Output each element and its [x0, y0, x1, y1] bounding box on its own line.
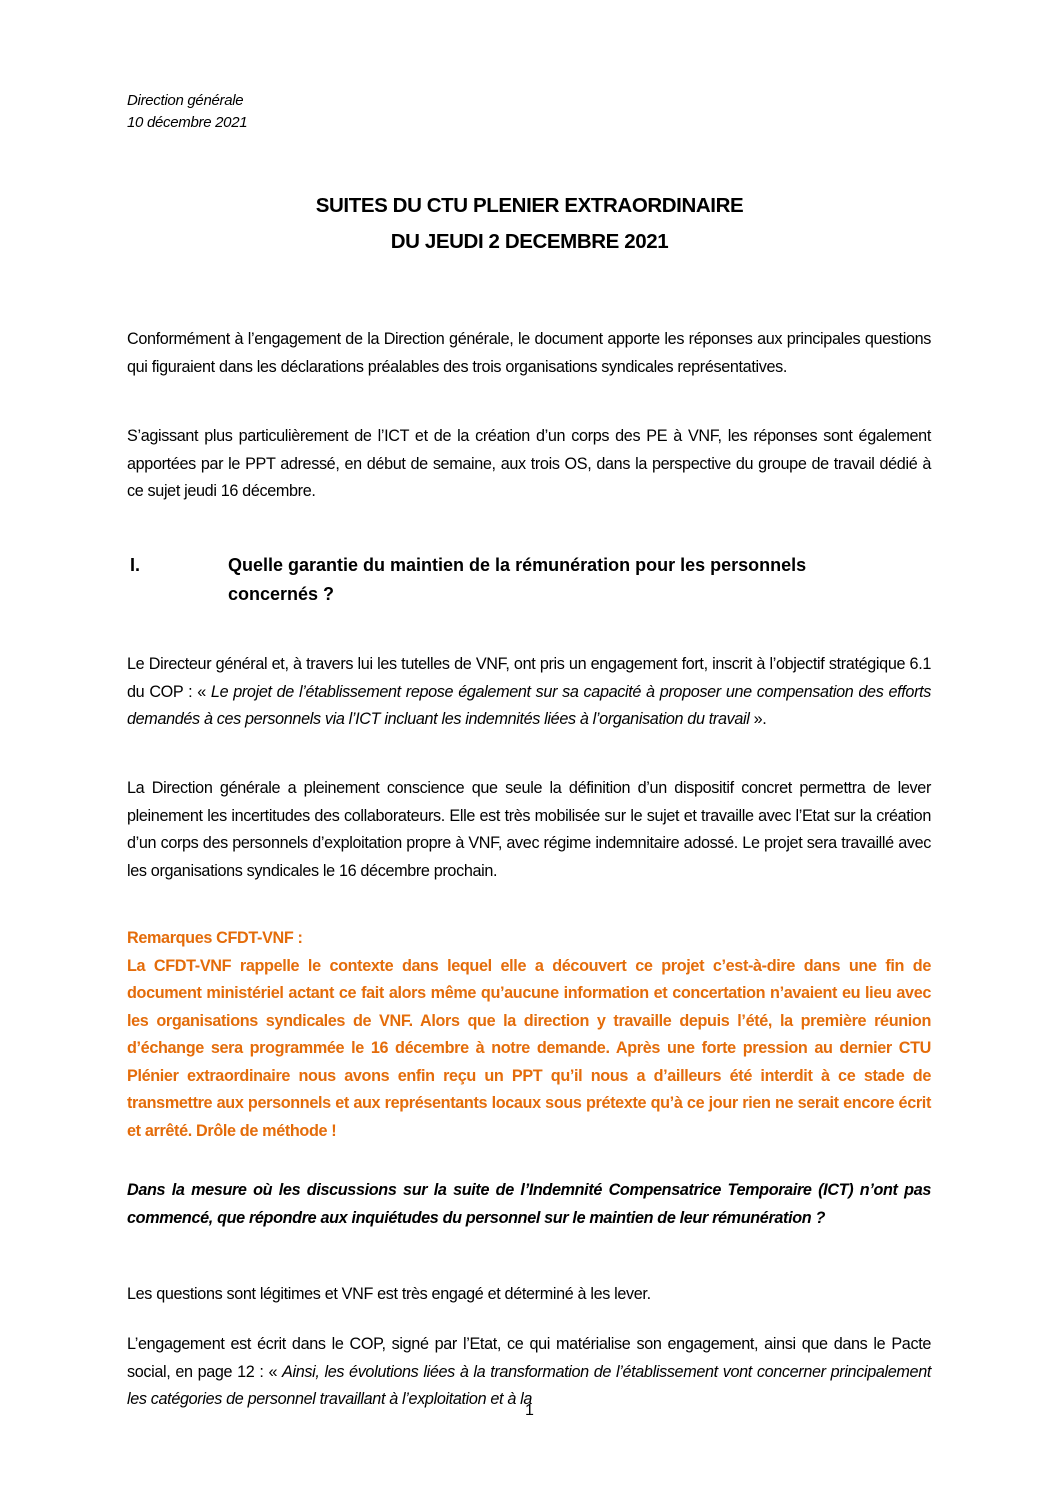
document-title	[0, 188, 1059, 260]
answer-paragraph-2: L’engagement est écrit dans le COP, signé par l’Etat, ce qui matérialise son engagement, ainsi que dans le Pacte social, en page 12 : « Ainsi, les évolutions liées à la transformation de l’établissement vont concerner principalement les catégories de personnel travaillant à l’exploitation et à la	[127, 1335, 931, 1408]
pacte-social-quote: Ainsi, les évolutions liées à la transformation de l’établissement vont concerner principalement les catégories de personnel travaillant à l’exploitation et à la	[127, 1362, 931, 1408]
page-number: 1	[525, 1402, 534, 1419]
remark-label: Remarques CFDT-VNF :	[127, 929, 303, 947]
intro-paragraph-2: S’agissant plus particulièrement de l’ICT et de la création d’un corps des PE à VNF, les réponses sont également apportées par le PPT adressé, en début de semaine, aux trois OS, dans la perspective du groupe de travail dédié à ce sujet jeudi 16 décembre.	[127, 427, 931, 500]
section-paragraph-1: Le Directeur général et, à travers lui les tutelles de VNF, ont pris un engagement fort, inscrit à l’objectif stratégique 6.1 du COP : « Le projet de l’établissement repose également sur sa capacité à proposer une compensation des efforts demandés à ces personnels via l’ICT incluant les indemnités liées à l’organisation du travail ».	[127, 655, 932, 728]
cfdt-remark	[127, 925, 931, 1145]
question-block: Dans la mesure où les discussions sur la suite de l’Indemnité Compensatrice Temporaire (ICT) n’ont pas commencé, que répondre aux inquiétudes du personnel sur le maintien de leur rémunération ?	[127, 1181, 931, 1227]
cop-quote: Le projet de l’établissement repose également sur sa capacité à proposer une compensation des efforts demandés à ces personnels via l’ICT incluant les indemnités liées à l’organisation du travail	[127, 682, 932, 728]
header-department: Direction générale	[127, 92, 244, 109]
section-paragraph-2: La Direction générale a pleinement conscience que seule la définition d’un dispositif concret permettra de lever pleinement les incertitudes des collaborateurs. Elle est très mobilisée sur le sujet et travaille avec l’Etat sur la création d’un corps des personnels d’exploitation propre à VNF, avec régime indemnitaire adossé. Le projet sera travaillé avec les organisations syndicales le 16 décembre prochain.	[127, 779, 931, 880]
section-title: Quelle garantie du maintien de la rémunération pour les personnels concernés ?	[228, 555, 807, 604]
answer-paragraph-1: Les questions sont légitimes et VNF est très engagé et déterminé à les lever.	[127, 1285, 651, 1303]
intro-paragraph-1: Conformément à l’engagement de la Direction générale, le document apporte les réponses aux principales questions qui figuraient dans les déclarations préalables des trois organisations syndicales représentatives.	[127, 330, 931, 376]
remark-text: La CFDT-VNF rappelle le contexte dans lequel elle a découvert ce projet c’est-à-dire dans une fin de document ministériel actant ce fait alors même qu’aucune information et concertation n’avaient eu lieu avec les organisations syndicales de VNF. Alors que la direction y travaille depuis l’été, la première réunion d’échange sera programmée le 16 décembre à notre demande. Après une forte pression au dernier CTU Plénier extraordinaire nous avons enfin reçu un PPT qu’il nous a d’ailleurs été interdit à ce stade de transmettre aux personnels et aux représentants locaux sous prétexte qu’à ce jour rien ne serait encore écrit et arrêté. Drôle de méthode !	[127, 956, 931, 1140]
document-header	[127, 90, 247, 134]
section-number: I.	[130, 555, 141, 575]
title-line-1: SUITES DU CTU PLENIER EXTRAORDINAIRE	[315, 194, 744, 217]
title-line-2: DU JEUDI 2 DECEMBRE 2021	[390, 230, 669, 253]
header-date: 10 décembre 2021	[127, 114, 248, 131]
